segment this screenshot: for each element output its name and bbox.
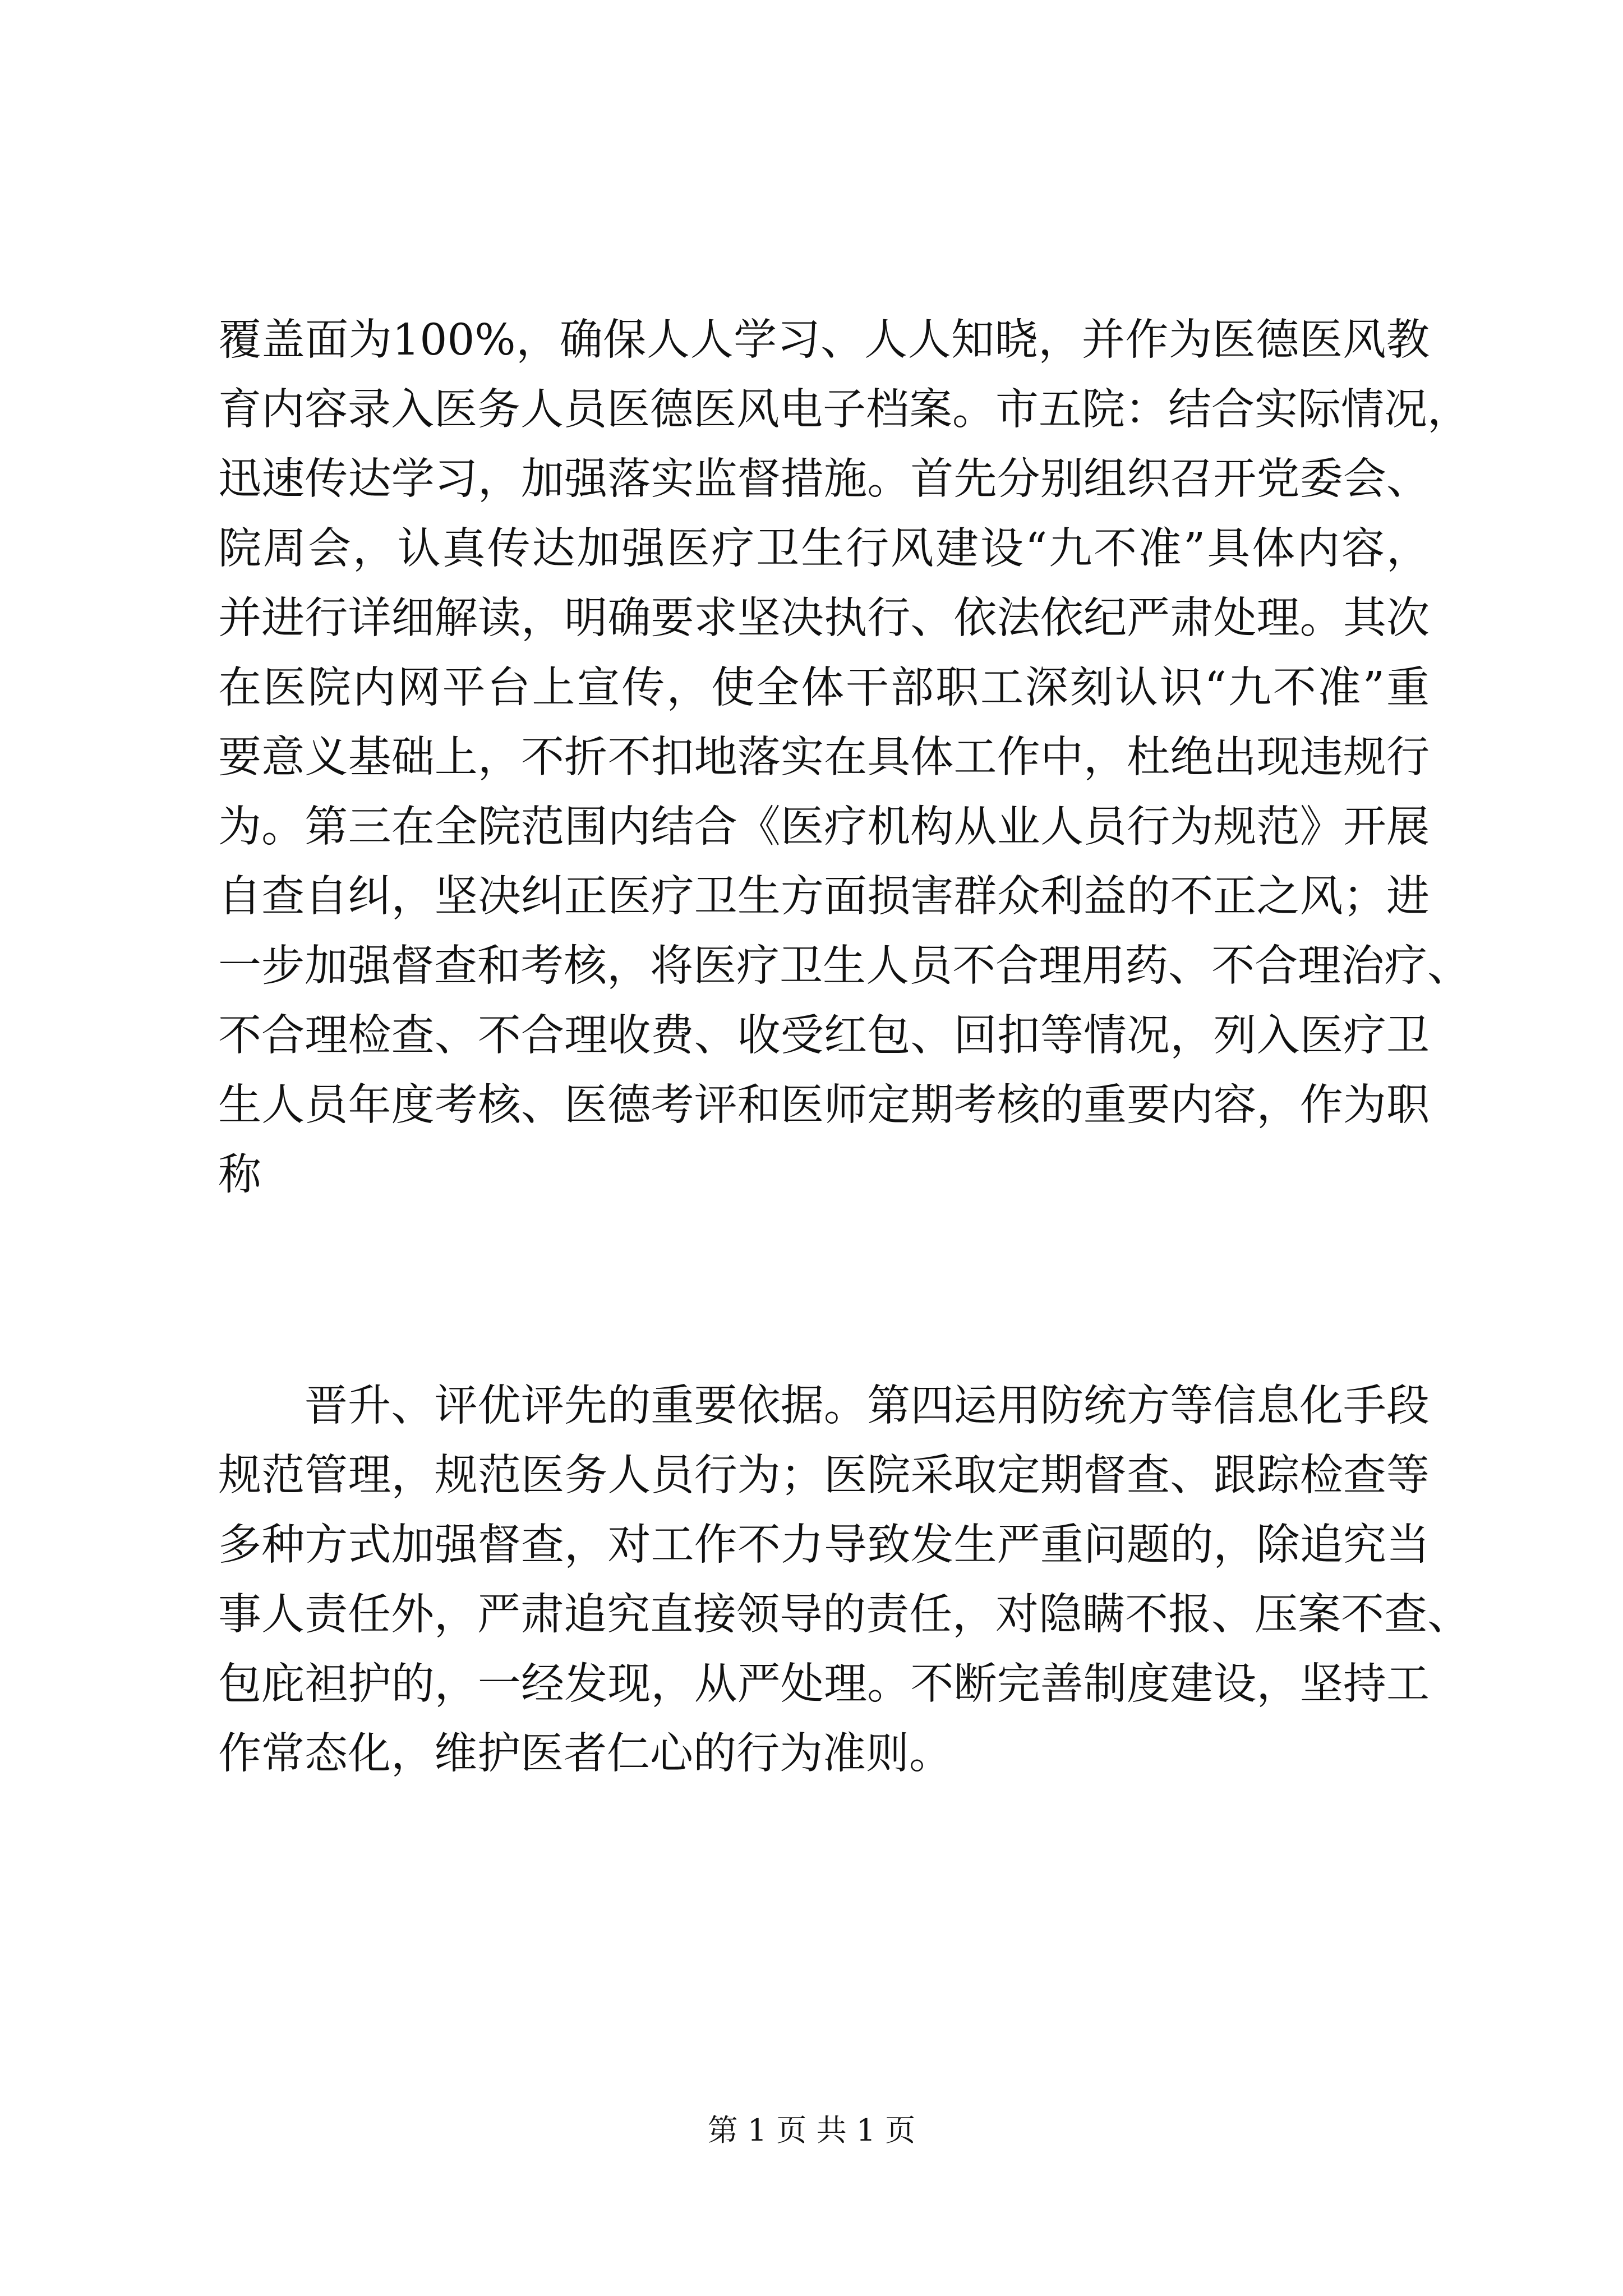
text-line: 要意义基础上，不折不扣地落实在具体工作中，杜绝出现违规行 [218,733,1430,783]
text-line: 生人员年度考核、医德考评和医师定期考核的重要内容，作为职 [218,1080,1430,1130]
text-line: 不合理检查、不合理收费、收受红包、回扣等情况，列入医疗卫 [218,1011,1430,1061]
text-line: 并进行详细解读，明确要求坚决执行、依法依纪严肃处理。其次 [218,593,1430,643]
text-line: 一步加强督查和考核，将医疗卫生人员不合理用药、不合理治疗、 [218,941,1470,991]
text-line: 事人责任外，严肃追究直接领导的责任，对隐瞒不报、压案不查、 [218,1590,1470,1640]
text-line: 迅速传达学习，加强落实监督措施。首先分别组织召开党委会、 [218,454,1430,504]
text-line: 晋升、评优评先的重要依据。第四运用防统方等信息化手段 [305,1381,1430,1431]
text-line: 作常态化，维护医者仁心的行为准则。 [218,1729,952,1779]
paragraph-2 [218,1372,1470,1789]
text-line: 育内容录入医务人员医德医风电子档案。市五院：结合实际情况， [218,385,1470,435]
text-line: 规范管理，规范医务人员行为；医院采取定期督查、跟踪检查等 [218,1451,1430,1501]
text-line: 为。第三在全院范围内结合《医疗机构从业人员行为规范》开展 [218,802,1430,852]
text-line: 称 [218,1150,261,1200]
text-line: 自查自纠，坚决纠正医疗卫生方面损害群众利益的不正之风；进 [218,872,1430,922]
page-footer: 第 1 页 共 1 页 [707,2113,916,2148]
text-line: 院周会，认真传达加强医疗卫生行风建设“九不准”具体内容， [218,524,1430,574]
paragraph-1 [218,306,1470,1210]
text-line: 在医院内网平台上宣传，使全体干部职工深刻认识“九不准”重 [218,663,1430,713]
text-line: 包庇袒护的，一经发现，从严处理。不断完善制度建设，坚持工 [218,1659,1430,1709]
text-line: 覆盖面为100%，确保人人学习、人人知晓，并作为医德医风教 [218,315,1430,365]
text-line: 多种方式加强督查，对工作不力导致发生严重问题的，除追究当 [218,1520,1430,1570]
